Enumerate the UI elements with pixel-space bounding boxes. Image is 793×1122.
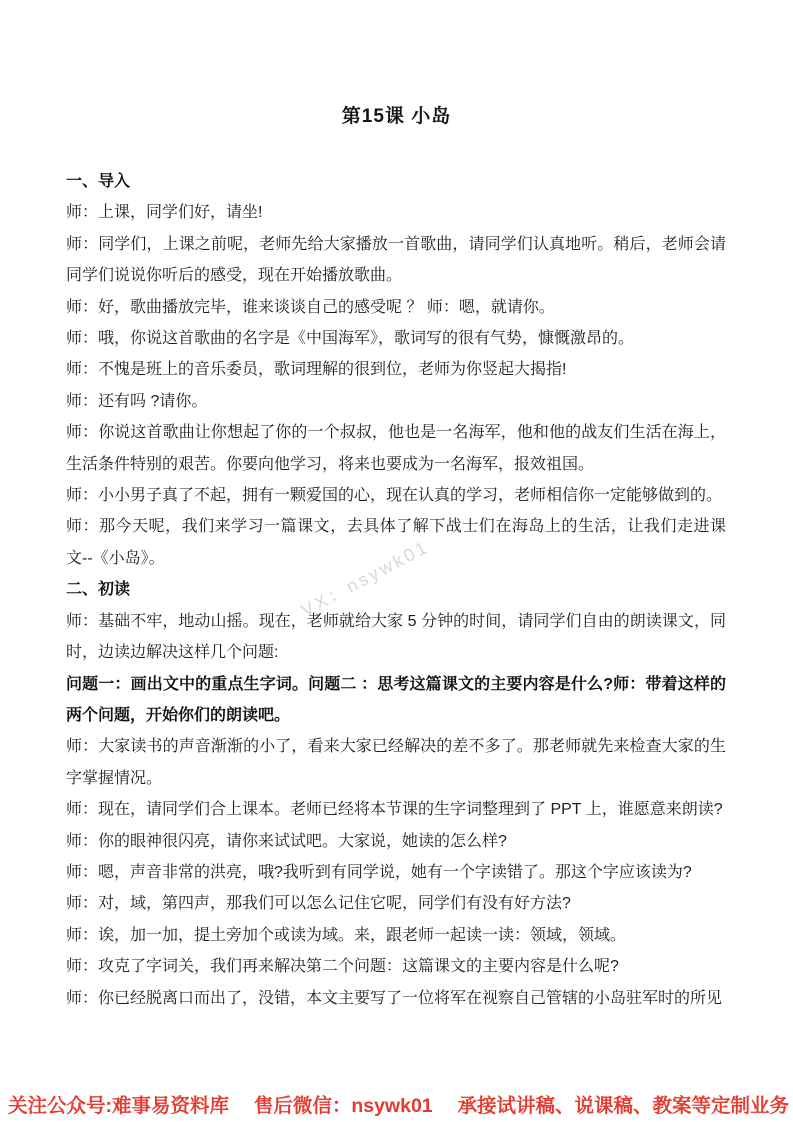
- paragraph: 师：对，域，第四声，那我们可以怎么记住它呢，同学们有没有好方法?: [66, 895, 571, 913]
- paragraph: 师：好，歌曲播放完毕，谁来谈谈自己的感受呢 ？ 师：嗯，就请你。: [66, 298, 555, 316]
- footer-official-account: 关注公众号:难事易资料库: [8, 1095, 229, 1117]
- paragraph: 师：诶，加一加，提土旁加个或读为域。来，跟老师一起读一读：领域，领域。: [66, 926, 627, 944]
- footer-services: 承接试讲稿、说课稿、教案等定制业务: [457, 1095, 789, 1117]
- paragraph: 师：同学们，上课之前呢，老师先给大家播放一首歌曲，请同学们认真地听。稍后，老师会请同学们说说你听后的感受，现在开始播放歌曲。: [66, 235, 726, 285]
- paragraph: 师：基础不牢，地动山摇。现在，老师就给大家 5 分钟的时间，请同学们自由的朗读课文，同时，边读边解决这样几个问题:: [66, 612, 726, 662]
- section-heading-intro: 一、导入: [66, 173, 131, 190]
- paragraph-questions: 问题一：画出文中的重点生字词。问题二 ：思考这篇课文的主要内容是什么?师：带着这样的两个问题，开始你们的朗读吧。: [66, 675, 726, 724]
- paragraph: 师：不愧是班上的音乐委员，歌词理解的很到位，老师为你竖起大揭指!: [66, 361, 567, 379]
- paragraph: 师：哦，你说这首歌曲的名字是《中国海军》，歌词写的很有气势，慷慨激昂的。: [66, 330, 635, 348]
- paragraph: 师：嗯，声音非常的洪亮，哦?我听到有同学说，她有一个字读错了。那这个字应该读为?: [66, 863, 692, 881]
- footer-wechat-id: 售后微信：nsywk01: [253, 1095, 433, 1117]
- watermark: VX：nsywk01: [297, 536, 433, 621]
- paragraph: 师：那今天呢，我们来学习一篇课文，去具体了解下战士们在海岛上的生活，让我们走进课文--《小岛》。: [66, 518, 726, 567]
- paragraph: 师：大家读书的声音渐渐的小了，看来大家已经解决的差不多了。那老师就先来检查大家的生字掌握情况。: [66, 738, 726, 787]
- paragraph: 师：攻克了字词关，我们再来解决第二个问题：这篇课文的主要内容是什么呢?: [66, 958, 619, 976]
- paragraph: 师：上课，同学们好，请坐!: [66, 204, 263, 222]
- paragraph: 师：现在，请同学们合上课本。老师已经将本节课的生字词整理到了 PPT 上，谁愿意来朗读?: [66, 801, 723, 819]
- document-body: [66, 166, 726, 1014]
- promo-footer: [8, 1090, 789, 1118]
- paragraph: 师：你的眼神很闪亮，请你来试试吧。大家说，她读的怎么样?: [66, 832, 507, 850]
- section-heading-first-reading: 二、初读: [66, 581, 131, 599]
- paragraph: 师：小小男子真了不起，拥有一颗爱国的心，现在认真的学习，老师相信你一定能够做到的。: [66, 487, 723, 505]
- paragraph: 师：你已经脱离口而出了，没错，本文主要写了一位将军在视察自己管辖的小岛驻军时的所见: [66, 989, 723, 1007]
- paragraph: 师：还有吗 ?请你。: [66, 392, 208, 410]
- paragraph: 师：你说这首歌曲让你想起了你的一个叔叔，他也是一名海军，他和他的战友们生活在海上，生活条件特别的艰苦。你要向他学习，将来也要成为一名海军，报效祖国。: [66, 424, 726, 473]
- page-title: 第15课 小岛: [341, 106, 452, 127]
